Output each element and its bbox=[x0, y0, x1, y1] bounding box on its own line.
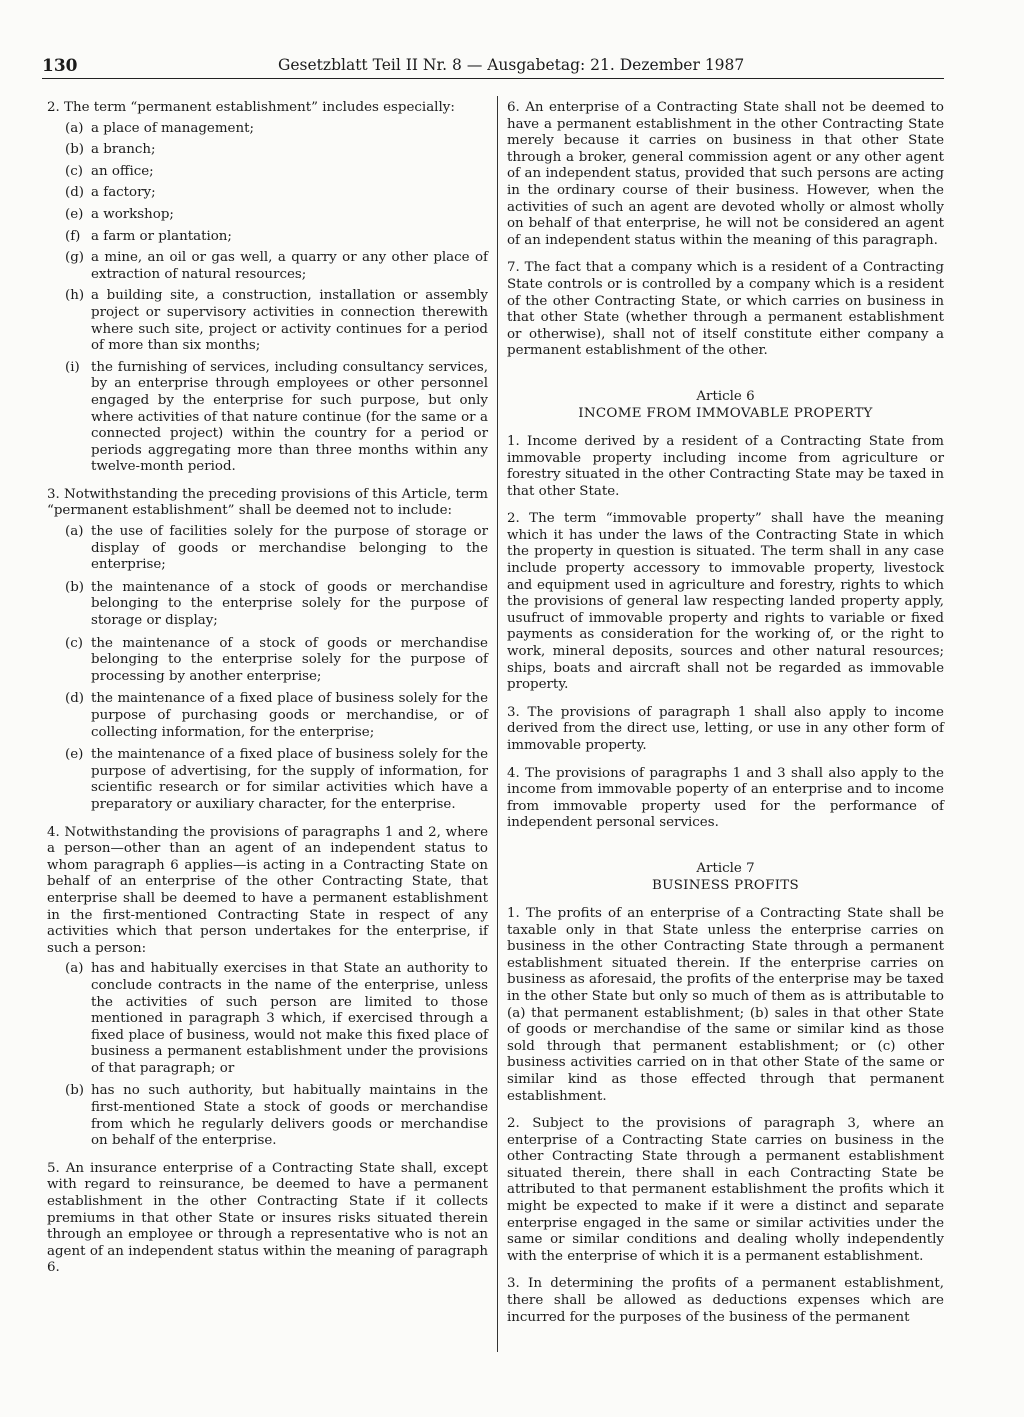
paragraph-2-list bbox=[47, 121, 488, 476]
list-item: (d) the maintenance of a fixed place of business solely for the purpose of purchasing goods or merchandise, or of collecting information, for the enterprise; bbox=[65, 691, 488, 740]
article-7-paragraph: 2. Subject to the provisions of paragraph 3, where an enterprise of a Contracting State carries on business in the other Contracting State through a permanent establishment situated therein, there shall in each Contracting State be attributed to that permanent establishment the profits which it might be expected to make if it were a distinct and separate enterprise engaged in the same or similar activities under the same or similar conditions and dealing wholly independently with the enterprise of which it is a permanent establishment. bbox=[507, 1116, 944, 1264]
paragraph-4-list bbox=[47, 961, 488, 1150]
paragraph-6: 6. An enterprise of a Contracting State shall not be deemed to have a permanent establishment in the other Contracting State merely because it carries on business in that other State through a broker, general commission agent or any other agent of an independent status, provided that such persons are acting in the ordinary course of their business. However, when the activities of such an agent are devoted wholly or almost wholly on behalf of that enterprise, he will not be considered an agent of an independent status within the meaning of this paragraph. bbox=[507, 100, 944, 248]
article-6-paragraph: 4. The provisions of paragraphs 1 and 3 shall also apply to the income from immovable poperty of an enterprise and to income from immovable property used for the performance of independent personal services. bbox=[507, 765, 944, 831]
list-item: (b) the maintenance of a stock of goods or merchandise belonging to the enterprise solely for the purpose of storage or display; bbox=[65, 579, 488, 629]
paragraph-4-intro: 4. Notwithstanding the provisions of paragraphs 1 and 2, where a person—other than an agent of an independent status to whom paragraph 6 applies—is acting in a Contracting State on behalf of an enterprise of the other Contracting State, that enterprise shall be deemed to have a permanent establishment in the first-mentioned Contracting State in respect of any activities which that person undertakes for the enterprise, if such a person: bbox=[47, 824, 488, 956]
paragraph-3-list bbox=[47, 524, 488, 814]
gazette-title: Gesetzblatt Teil II Nr. 8 — Ausgabetag: 21. Dezember 1987 bbox=[278, 56, 745, 74]
right-column bbox=[507, 100, 944, 1337]
list-item: (a) a place of management; bbox=[65, 120, 254, 136]
list-item: (d) a factory; bbox=[65, 185, 156, 201]
page-header bbox=[42, 52, 944, 79]
list-item: (h) a building site, a construction, installation or assembly project or supervisory activities in connection therewith where such site, project or activity continues for a period of more than six months; bbox=[65, 288, 488, 354]
left-column bbox=[47, 100, 488, 1288]
paragraph-2-intro: 2. The term “permanent establishment” includes especially: bbox=[47, 100, 455, 115]
list-item: (c) an office; bbox=[65, 163, 154, 179]
list-item: (i) the furnishing of services, including consultancy services, by an enterprise through employees or other personnel engaged by the enterprise for such purpose, but only where activities of that nature continue (for the same or a connected project) within the country for a period or periods aggregating more than three months within any twelve-month period. bbox=[65, 359, 488, 475]
article-6-paragraph: 3. The provisions of paragraph 1 shall also apply to income derived from the direct use, letting, or use in any other form of immovable property. bbox=[507, 704, 944, 753]
article-6-title: INCOME FROM IMMOVABLE PROPERTY bbox=[578, 405, 873, 421]
paragraph-7: 7. The fact that a company which is a resident of a Contracting State controls or is controlled by a company which is a resident of the other Contracting State, or which carries on business in that other State (whether through a permanent establishment or otherwise), shall not of itself constitute either company a permanent establishment of the other. bbox=[507, 260, 944, 359]
list-item: (f) a farm or plantation; bbox=[65, 228, 232, 244]
list-item: (a) has and habitually exercises in that State an authority to conclude contracts in the name of the enterprise, unless the activities of such person are limited to those mentioned in paragraph 3 which, if exercised through a fixed place of business, would not make this fixed place of business a permanent establishment under the provisions of that paragraph; or bbox=[65, 961, 488, 1076]
list-item: (e) the maintenance of a fixed place of business solely for the purpose of advertising, for the supply of information, for scientific research or for similar activities which have a preparatory or auxiliary character, for the enterprise. bbox=[65, 747, 488, 812]
list-item: (a) the use of facilities solely for the purpose of storage or display of goods or merchandise belonging to the enterprise; bbox=[65, 524, 488, 573]
column-divider bbox=[497, 96, 498, 1352]
article-6-heading: Article 6 bbox=[696, 388, 755, 404]
article-7-paragraph: 3. In determining the profits of a permanent establishment, there shall be allowed as deductions expenses which are incurred for the purposes of the business of the permanent bbox=[507, 1276, 944, 1325]
article-6-paragraph: 2. The term “immovable property” shall have the meaning which it has under the laws of the Contracting State in which the property in question is situated. The term shall in any case include property accessory to immovable property, livestock and equipment used in agriculture and forestry, rights to which the provisions of general law respecting landed property apply, usufruct of immovable property and rights to variable or fixed payments as consideration for the working of, or the right to work, mineral deposits, sources and other natural resources; ships, boats and aircraft shall not be regarded as immovable property. bbox=[507, 511, 944, 693]
article-7-heading: Article 7 bbox=[696, 860, 755, 876]
list-item: (b) has no such authority, but habitually maintains in the first-mentioned State a stock of goods or merchandise from which he regularly delivers goods or merchandise on behalf of the enterprise. bbox=[65, 1083, 488, 1149]
page-number: 130 bbox=[42, 56, 78, 76]
list-item: (e) a workshop; bbox=[65, 206, 174, 222]
list-item: (g) a mine, an oil or gas well, a quarry or any other place of extraction of natural resources; bbox=[65, 250, 488, 282]
article-7-paragraph: 1. The profits of an enterprise of a Contracting State shall be taxable only in that State unless the enterprise carries on business in the other Contracting State through a permanent establishment situated therein. If the enterprise carries on business as aforesaid, the profits of the enterprise may be taxed in the other State but only so much of them as is attributable to (a) that permanent establishment; (b) sales in that other State of goods or merchandise of the same or similar kind as those sold through that permanent establishment; or (c) other business activities carried on in that other State of the same or similar kind as those effected through that permanent establishment. bbox=[507, 905, 944, 1104]
list-item: (c) the maintenance of a stock of goods or merchandise belonging to the enterprise solely for the purpose of processing by another enterprise; bbox=[65, 635, 488, 684]
article-6-paragraph: 1. Income derived by a resident of a Contracting State from immovable property including income from agriculture or forestry situated in the other Contracting State may be taxed in that other State. bbox=[507, 433, 944, 499]
paragraph-3-intro: 3. Notwithstanding the preceding provisions of this Article, term “permanent establishment” shall be deemed not to include: bbox=[47, 486, 488, 519]
list-item: (b) a branch; bbox=[65, 142, 156, 158]
paragraph-5: 5. An insurance enterprise of a Contracting State shall, except with regard to reinsurance, be deemed to have a permanent establishment in the other Contracting State if it collects premiums in that other State or insures risks situated therein through an employee or through a representative who is not an agent of an independent status within the meaning of paragraph 6. bbox=[47, 1160, 488, 1276]
article-7-title: BUSINESS PROFITS bbox=[651, 877, 799, 893]
